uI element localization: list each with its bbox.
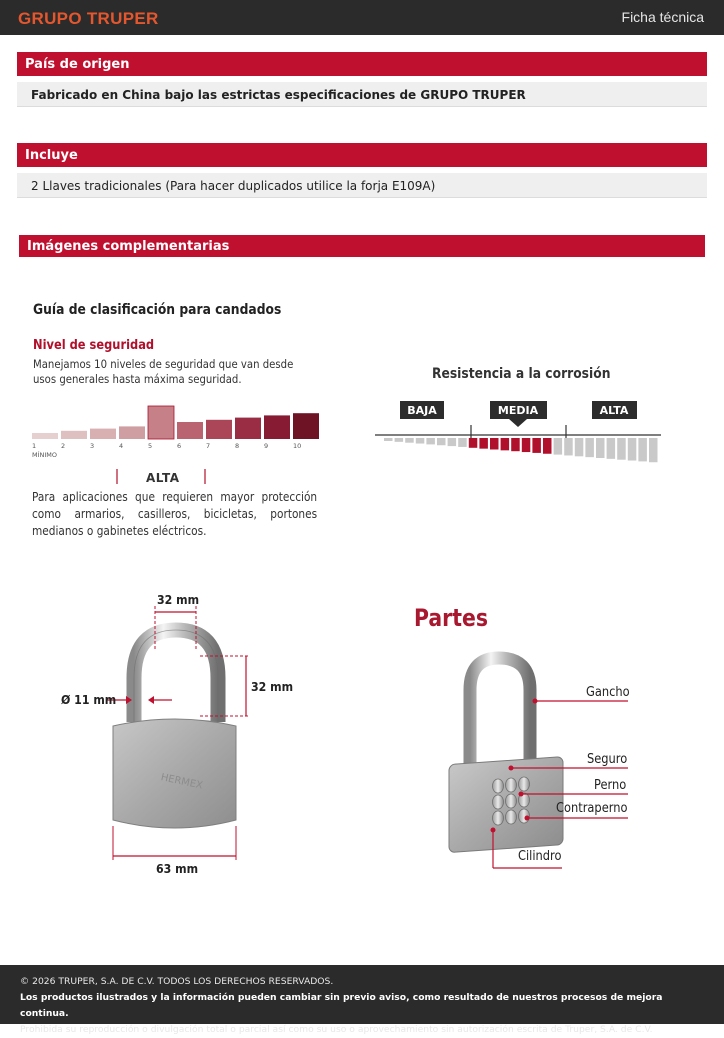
part-cilindro: Cilindro xyxy=(518,849,562,864)
corrosion-tick xyxy=(469,438,478,448)
security-level-tick-10: 10 xyxy=(293,442,302,450)
corrosion-tick xyxy=(501,438,510,450)
shackle-height-label: 32 mm xyxy=(251,679,294,694)
shackle-diameter-label: Ø 11 mm xyxy=(61,692,117,707)
origen-text: Fabricado en China bajo las estrictas especificaciones de GRUPO TRUPER xyxy=(17,82,707,107)
page-title: Ficha técnica xyxy=(621,9,704,25)
security-level-bar-6 xyxy=(177,422,203,439)
security-level-bar-9 xyxy=(264,415,290,439)
body-width-label: 63 mm xyxy=(156,861,199,876)
security-level-bar-2 xyxy=(61,431,87,439)
guia-title: Guía de clasificación para candados xyxy=(33,302,282,318)
corrosion-tick xyxy=(437,438,446,445)
combination-dial xyxy=(493,811,504,825)
security-level-tick-1: 1 xyxy=(32,442,37,450)
body-engraving: HERMEX xyxy=(159,772,204,792)
corrosion-tick xyxy=(395,438,404,442)
security-level-bar-10 xyxy=(293,413,319,439)
truper-logo: GRUPO TRUPER xyxy=(18,9,159,28)
corrosion-tick xyxy=(543,438,552,454)
part-gancho: Gancho xyxy=(586,685,630,700)
security-level-tick-5: 5 xyxy=(148,442,153,450)
security-level-tick-9: 9 xyxy=(264,442,269,450)
security-level-tick-3: 3 xyxy=(90,442,95,450)
nivel-description: Manejamos 10 niveles de seguridad que van desde usos generales hasta máxima seguridad. xyxy=(33,357,294,386)
footer-prohibition: Prohibida su reproducción o divulgación total o parcial así como su uso o aprovechamiento sin autorización escrita de Truper, S.A. de C.V. xyxy=(20,1024,653,1035)
corrosion-tick xyxy=(585,438,594,457)
security-level-tick-7: 7 xyxy=(206,442,211,450)
combination-dial xyxy=(506,794,517,808)
combination-dial xyxy=(506,778,517,792)
corrosion-tick xyxy=(479,438,488,449)
security-level-bar-8 xyxy=(235,418,261,439)
corrosion-scale xyxy=(375,401,661,462)
incluye-text: 2 Llaves tradicionales (Para hacer duplicados utilice la forja E109A) xyxy=(17,173,707,198)
corrosion-tick xyxy=(426,438,435,444)
partes-title: Partes xyxy=(414,604,488,632)
security-level-bar-4 xyxy=(119,426,145,439)
corrosion-tick xyxy=(448,438,457,446)
security-level-tick-2: 2 xyxy=(61,442,66,450)
corrosion-tick xyxy=(554,438,563,455)
part-perno: Perno xyxy=(594,778,627,793)
footer-notice: Los productos ilustrados y la información pueden cambiar sin previo aviso, como resultado de nuestros procesos de mejora continua. xyxy=(20,992,663,1019)
combination-dial xyxy=(506,810,517,824)
alta-description: Para aplicaciones que requieren mayor protección como armarios, casilleros, bicicletas, portones medianos o gabinetes eléctricos. xyxy=(32,490,318,538)
incluye-heading: Incluye xyxy=(17,143,707,167)
corrosion-alta-label: ALTA xyxy=(599,404,629,417)
alta-label: ALTA xyxy=(146,471,180,485)
part-contraperno: Contraperno xyxy=(556,801,628,816)
corrosion-baja-label: BAJA xyxy=(407,404,437,417)
security-level-bar-1 xyxy=(32,433,58,439)
corrosion-tick xyxy=(564,438,573,455)
combination-dial xyxy=(493,795,504,809)
corrosion-tick xyxy=(522,438,531,452)
corrosion-media-label: MEDIA xyxy=(497,404,539,417)
imagenes-heading: Imágenes complementarias xyxy=(19,235,705,257)
corrosion-title: Resistencia a la corrosión xyxy=(432,366,611,382)
corrosion-tick xyxy=(649,438,658,462)
padlock-dimensions-illustration xyxy=(106,606,250,860)
corrosion-tick xyxy=(458,438,467,447)
level-min-label: MÍNIMO xyxy=(32,451,58,459)
shackle-width-label: 32 mm xyxy=(157,592,200,607)
corrosion-tick xyxy=(405,438,414,443)
corrosion-tick xyxy=(575,438,584,456)
combination-dial xyxy=(519,777,530,791)
security-level-tick-6: 6 xyxy=(177,442,182,450)
security-level-bar-7 xyxy=(206,420,232,439)
corrosion-tick xyxy=(532,438,541,453)
origen-heading: País de origen xyxy=(17,52,707,76)
corrosion-tick xyxy=(617,438,626,460)
corrosion-tick xyxy=(416,438,425,444)
security-level-bar-5 xyxy=(148,406,174,439)
corrosion-pointer-icon xyxy=(509,419,527,427)
corrosion-tick xyxy=(511,438,520,451)
corrosion-tick xyxy=(490,438,499,450)
security-level-bars xyxy=(32,406,319,450)
corrosion-tick xyxy=(628,438,637,461)
footer xyxy=(0,965,724,1035)
corrosion-tick xyxy=(384,438,393,441)
combination-dial xyxy=(493,779,504,793)
corrosion-tick xyxy=(596,438,605,458)
security-level-bar-3 xyxy=(90,429,116,439)
corrosion-tick xyxy=(607,438,616,459)
footer-copyright: © 2026 TRUPER, S.A. DE C.V. TODOS LOS DERECHOS RESERVADOS. xyxy=(20,976,334,987)
nivel-title: Nivel de seguridad xyxy=(33,338,155,353)
security-level-tick-8: 8 xyxy=(235,442,240,450)
part-seguro: Seguro xyxy=(587,752,628,767)
security-level-tick-4: 4 xyxy=(119,442,124,450)
corrosion-tick xyxy=(638,438,647,461)
